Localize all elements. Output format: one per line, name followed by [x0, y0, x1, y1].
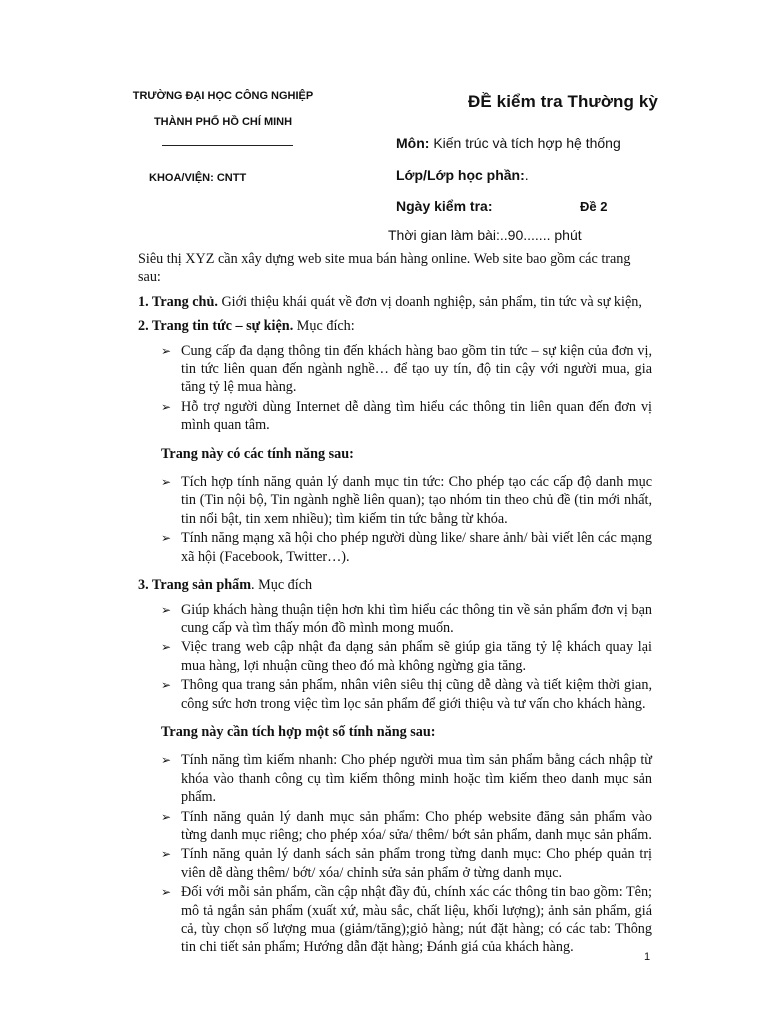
arrowhead-bullet-icon: ➢: [161, 809, 172, 824]
school-name-line1: TRƯỜNG ĐẠI HỌC CÔNG NGHIỆP: [132, 90, 314, 102]
section-tail: . Mục đích: [251, 577, 313, 594]
subject-label: Môn:: [396, 135, 430, 151]
list-item: [161, 601, 652, 638]
list-item-text: Thông qua trang sản phẩm, nhân viên siêu thị cũng dễ dàng và tiết kiệm thời gian, công sức hơn trong việc tìm lọc sản phẩm để giới thiệu và tư vấn cho khách hàng.: [181, 677, 652, 712]
list-item: [161, 342, 652, 397]
list-item-text: Tích hợp tính năng quản lý danh mục tin tức: Cho phép tạo các cấp độ danh mục tin (Tin nội bộ, Tin ngành nghề liên quan); tạo nhóm tin theo chủ đề (tin mới nhất, tin nổi bật, tin xem nhiều); tìm kiếm tin tức bằng từ khóa.: [181, 474, 652, 527]
section-2-feature-heading: Trang này có các tính năng sau:: [161, 445, 354, 462]
section-title: 2. Trang tin tức – sự kiện.: [138, 318, 294, 335]
list-item-text: Tính năng mạng xã hội cho phép người dùng like/ share ảnh/ bài viết lên các mạng xã hội (Facebook, Twitter…).: [181, 530, 652, 565]
section-3-purpose-list: [138, 601, 652, 713]
arrowhead-bullet-icon: ➢: [161, 640, 172, 655]
list-item-text: Cung cấp đa dạng thông tin đến khách hàng bao gồm tin tức – sự kiện của đơn vị, tin tức liên quan đến ngành nghề… để tạo uy tín, độ tin cậy với người mua, gia tăng tỷ lệ mua hàng.: [181, 342, 652, 396]
list-item: [161, 845, 652, 882]
intro-paragraph: Siêu thị XYZ cần xây dựng web site mua bán hàng online. Web site bao gồm các trang sau:: [138, 251, 631, 286]
section-tail: Mục đích:: [293, 318, 355, 335]
list-item-text: Hỗ trợ người dùng Internet dễ dàng tìm hiểu các thông tin liên quan đến đơn vị mình quan tâm.: [181, 398, 652, 434]
page-number: 1: [644, 951, 651, 963]
date-line: [396, 198, 492, 214]
section-title: 3. Trang sản phẩm: [138, 577, 252, 594]
list-item-text: Đối với mỗi sản phẩm, cần cập nhật đầy đủ, chính xác các thông tin bao gồm: Tên; mô tả ngắn sản phẩm (xuất xứ, màu sắc, chất liệu, khối lượng); ảnh sản phẩm, giá cả, tùy chọn số lượng mua (giảm/tăng);giỏ hàng; nút đặt hàng; có các tab: Thông tin chi tiết sản phẩm; Hướng dẫn đặt hàng; Đánh giá của khách hàng.: [181, 884, 652, 956]
duration-line: Thời gian làm bài:..90....... phút: [388, 227, 582, 243]
arrowhead-bullet-icon: ➢: [161, 531, 172, 546]
list-item: [161, 883, 652, 957]
class-value: .: [524, 167, 529, 183]
arrowhead-bullet-icon: ➢: [161, 678, 172, 693]
list-item-text: Tính năng tìm kiếm nhanh: Cho phép người mua tìm sản phẩm bằng cách nhập từ khóa vào thanh công cụ tìm kiếm thông minh hoặc tìm kiếm theo danh mục sản phẩm.: [181, 752, 652, 806]
class-line: [396, 167, 529, 183]
list-item: [161, 473, 652, 528]
arrowhead-bullet-icon: ➢: [161, 753, 172, 768]
section-3-heading: [138, 576, 652, 594]
subject-value: Kiến trúc và tích hợp hệ thống: [429, 135, 621, 151]
header-divider: [162, 145, 293, 146]
list-item: [161, 638, 652, 675]
exam-body: [138, 250, 652, 958]
list-item-text: Giúp khách hàng thuận tiện hơn khi tìm hiểu các thông tin về sản phẩm đơn vị bạn cung cấp và tìm thấy món đồ mình mong muốn.: [181, 601, 652, 636]
list-item: [161, 676, 652, 713]
class-label: Lớp/Lớp học phần:: [396, 167, 525, 183]
section-1-heading: [138, 293, 652, 311]
faculty-label: KHOA/VIỆN: CNTT: [149, 172, 247, 184]
school-name-line2: THÀNH PHỐ HỒ CHÍ MINH: [153, 116, 293, 128]
arrowhead-bullet-icon: ➢: [161, 847, 172, 862]
section-tail: Giới thiệu khái quát về đơn vị doanh nghiệp, sản phẩm, tin tức và sự kiện,: [217, 293, 642, 310]
list-item: [161, 529, 652, 566]
date-label: Ngày kiểm tra:: [396, 198, 493, 214]
section-3-feature-heading: Trang này cần tích hợp một số tính năng sau:: [161, 723, 436, 740]
exam-variant: Đề 2: [580, 199, 608, 214]
list-item: [161, 808, 652, 845]
list-item-text: Việc trang web cập nhật đa dạng sản phẩm sẽ giúp gia tăng tỷ lệ khách quay lại mua hàng, lợi nhuận cũng theo đó mà không ngừng gia tăng.: [181, 639, 652, 674]
arrowhead-bullet-icon: ➢: [161, 399, 172, 414]
arrowhead-bullet-icon: ➢: [161, 343, 172, 358]
list-item: [161, 398, 652, 435]
list-item: [161, 751, 652, 806]
section-2-purpose-list: [138, 342, 652, 435]
arrowhead-bullet-icon: ➢: [161, 885, 172, 900]
arrowhead-bullet-icon: ➢: [161, 602, 172, 617]
arrowhead-bullet-icon: ➢: [161, 475, 172, 490]
list-item-text: Tính năng quản lý danh sách sản phẩm trong từng danh mục: Cho phép quản trị viên dễ dàng thêm/ bớt/ xóa/ chỉnh sửa sản phẩm ở từng danh mục.: [181, 846, 652, 881]
section-3-feature-list: [138, 751, 652, 956]
section-2-heading: [138, 317, 652, 335]
subject-line: [396, 135, 621, 151]
list-item-text: Tính năng quản lý danh mục sản phẩm: Cho phép website đăng sản phẩm vào từng danh mục riêng; cho phép xóa/ sửa/ thêm/ bớt sản phẩm, danh mục sản phẩm.: [181, 808, 652, 843]
exam-title: ĐỀ kiểm tra Thường kỳ: [468, 92, 658, 111]
section-title: 1. Trang chủ.: [138, 293, 218, 310]
section-2-feature-list: [138, 473, 652, 566]
